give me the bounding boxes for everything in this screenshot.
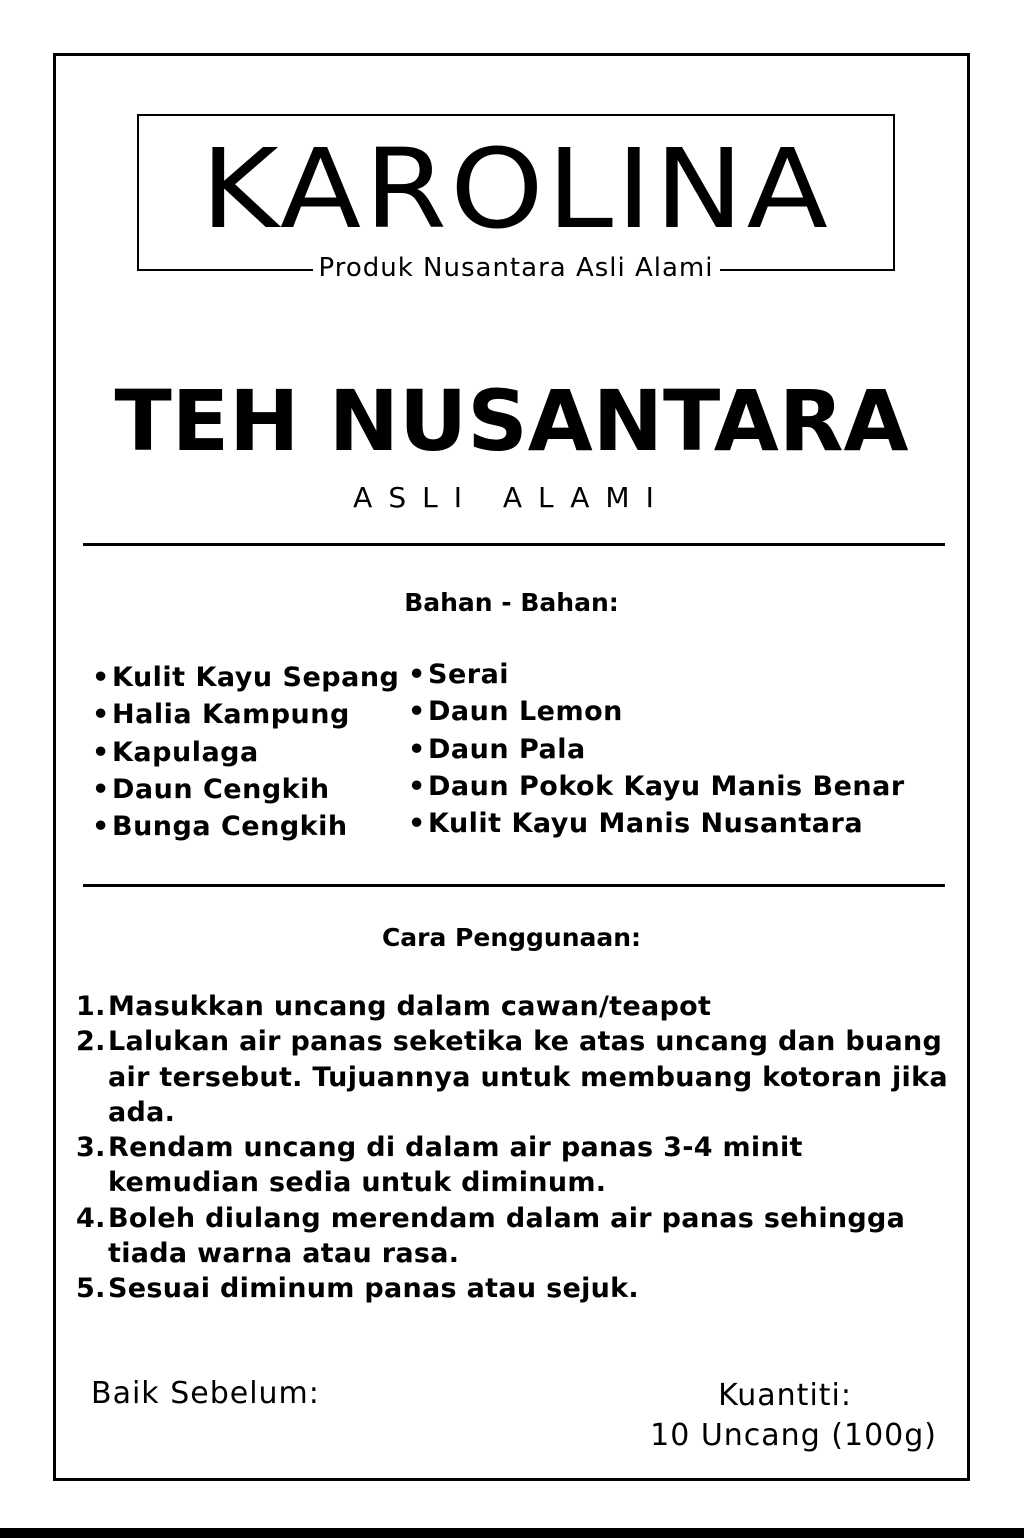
divider — [83, 884, 945, 887]
quantity-block — [650, 1376, 937, 1456]
list-item: •Kapulaga — [92, 734, 399, 771]
list-item: •Bunga Cengkih — [92, 808, 399, 845]
bullet-icon: • — [408, 659, 426, 690]
usage-steps — [76, 989, 956, 1307]
quantity-value: 10 Uncang (100g) — [650, 1418, 937, 1453]
list-item: •Halia Kampung — [92, 696, 399, 733]
product-subtitle: ASLI ALAMI — [353, 481, 670, 514]
list-item: •Kulit Kayu Sepang — [92, 659, 399, 696]
brand-name: KAROLINA — [200, 125, 832, 253]
bullet-icon: • — [92, 736, 110, 768]
list-item: •Serai — [408, 656, 905, 693]
brand-tagline: Produk Nusantara Asli Alami — [139, 253, 893, 283]
usage-step: 3. Rendam uncang di dalam air panas 3-4 minit kemudian sedia untuk diminum. — [76, 1132, 803, 1199]
usage-heading: Cara Penggunaan: — [381, 923, 642, 952]
list-item: •Daun Pala — [408, 731, 905, 768]
bottom-border — [0, 1528, 1024, 1538]
bullet-icon: • — [92, 811, 110, 843]
bullet-icon: • — [408, 808, 426, 840]
bullet-icon: • — [92, 662, 110, 693]
ingredients-list-right — [408, 656, 905, 842]
best-before-label: Baik Sebelum: — [91, 1376, 320, 1411]
usage-step: 2. Lalukan air panas seketika ke atas uncang dan buang air tersebut. Tujuannya untuk membuang kotoran jika ada. — [76, 1026, 948, 1128]
bullet-icon: • — [408, 696, 426, 728]
divider — [83, 543, 945, 546]
ingredients-list-left — [92, 659, 399, 845]
list-item: •Daun Lemon — [408, 693, 905, 730]
usage-step: 1. Masukkan uncang dalam cawan/teapot — [76, 991, 712, 1022]
bullet-icon: • — [92, 773, 110, 805]
product-label — [53, 53, 970, 1481]
bullet-icon: • — [92, 699, 110, 731]
brand-logo-box — [137, 114, 895, 283]
quantity-label: Kuantiti: — [718, 1378, 852, 1413]
list-item: •Kulit Kayu Manis Nusantara — [408, 805, 905, 842]
product-title: TEH NUSANTARA — [114, 372, 909, 470]
list-item: •Daun Pokok Kayu Manis Benar — [408, 768, 905, 805]
usage-step: 4. Boleh diulang merendam dalam air panas sehingga tiada warna atau rasa. — [76, 1202, 906, 1270]
usage-step: 5. Sesuai diminum panas atau sejuk. — [76, 1273, 639, 1305]
bullet-icon: • — [408, 770, 426, 802]
list-item: •Daun Cengkih — [92, 771, 399, 808]
ingredients-heading: Bahan - Bahan: — [404, 588, 619, 617]
bullet-icon: • — [408, 733, 426, 765]
